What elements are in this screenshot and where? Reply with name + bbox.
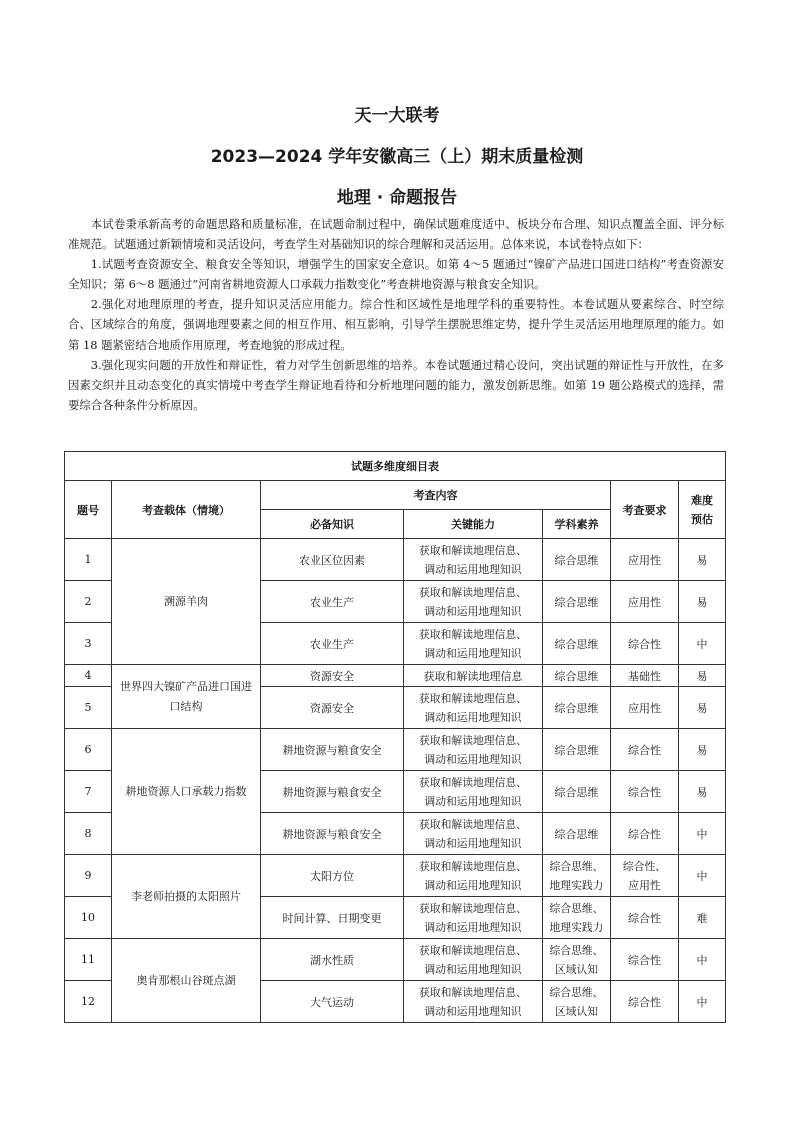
cell-literacy-line: 综合思维 — [554, 637, 599, 651]
cell-carrier — [112, 729, 261, 855]
cell-num — [65, 981, 112, 1023]
cell-num-line: 5 — [84, 701, 92, 714]
cell-num — [65, 855, 112, 897]
cell-literacy-line: 综合思维 — [554, 669, 599, 683]
cell-num-line: 9 — [84, 869, 92, 882]
cell-literacy-line: 综合思维、 — [549, 901, 604, 915]
cell-literacy-line: 区域认知 — [554, 1004, 599, 1018]
cell-ability-line: 获取和解读地理信息、 — [419, 817, 527, 831]
cell-ability-line: 调动和运用地理知识 — [424, 646, 522, 660]
header-requirement: 考查要求 — [611, 481, 679, 539]
cell-requirement-line: 综合性 — [628, 743, 661, 757]
cell-carrier-line: 李老师拍摄的太阳照片 — [131, 889, 241, 903]
cell-literacy-line: 综合思维 — [554, 701, 599, 715]
table-row — [65, 665, 726, 687]
cell-carrier — [112, 939, 261, 1023]
cell-literacy — [543, 771, 611, 813]
table-row — [65, 939, 726, 981]
cell-num-line: 10 — [81, 911, 95, 924]
cell-requirement — [611, 665, 679, 687]
cell-requirement-line: 综合性 — [628, 637, 661, 651]
cell-num-line: 4 — [84, 669, 92, 682]
cell-ability — [404, 539, 543, 581]
cell-ability-line: 调动和运用地理知识 — [424, 710, 522, 724]
cell-difficulty-line: 易 — [696, 701, 708, 715]
intro-paragraph: 本试卷秉承新高考的命题思路和质量标准，在试题命制过程中，确保试题难度适中、板块分布合理、知识点覆盖全面、评分标准规范。试题通过新颖情境和灵活设问，考查学生对基础知识的综合理解和灵活运用。总体来说，本试卷特点如下： — [68, 217, 724, 252]
table-body — [65, 539, 726, 1023]
cell-knowledge-line: 耕地资源与粮食安全 — [282, 785, 382, 799]
cell-requirement-line: 综合性 — [628, 827, 661, 841]
question-spec-table — [64, 451, 726, 1023]
table-caption: 试题多维度细目表 — [65, 452, 726, 481]
cell-requirement — [611, 771, 679, 813]
cell-carrier-line: 奥肯那根山谷斑点湖 — [136, 973, 236, 987]
cell-knowledge-line: 湖水性质 — [310, 953, 354, 967]
cell-carrier-line: 世界四大镍矿产品进口国进口结构 — [120, 679, 252, 713]
cell-ability — [404, 623, 543, 665]
cell-carrier-line: 溯源羊肉 — [164, 594, 208, 608]
cell-literacy-line: 综合思维 — [554, 553, 599, 567]
cell-ability-line: 获取和解读地理信息、 — [419, 901, 527, 915]
cell-knowledge-line: 耕地资源与粮食安全 — [282, 743, 382, 757]
cell-difficulty — [679, 771, 726, 813]
cell-knowledge-line: 农业生产 — [310, 595, 354, 609]
header-num: 题号 — [65, 481, 112, 539]
table-row — [65, 539, 726, 581]
cell-num-line: 11 — [81, 953, 95, 966]
cell-knowledge — [261, 581, 404, 623]
cell-ability — [404, 855, 543, 897]
cell-ability-line: 调动和运用地理知识 — [424, 604, 522, 618]
cell-requirement — [611, 813, 679, 855]
cell-literacy-line: 区域认知 — [554, 962, 599, 976]
cell-carrier-line: 耕地资源人口承载力指数 — [125, 784, 247, 798]
cell-ability-line: 获取和解读地理信息、 — [419, 985, 527, 999]
cell-num-line: 7 — [84, 785, 92, 798]
cell-ability-line: 调动和运用地理知识 — [424, 1004, 522, 1018]
cell-knowledge-line: 太阳方位 — [310, 869, 354, 883]
cell-difficulty — [679, 939, 726, 981]
cell-literacy — [543, 729, 611, 771]
cell-difficulty-line: 中 — [696, 869, 708, 883]
cell-ability-line: 调动和运用地理知识 — [424, 920, 522, 934]
cell-difficulty-line: 中 — [696, 995, 708, 1009]
cell-ability — [404, 687, 543, 729]
header-difficulty — [679, 481, 726, 539]
cell-ability-line: 调动和运用地理知识 — [424, 878, 522, 892]
cell-difficulty — [679, 855, 726, 897]
cell-difficulty — [679, 813, 726, 855]
cell-num — [65, 687, 112, 729]
cell-ability — [404, 729, 543, 771]
cell-num — [65, 665, 112, 687]
cell-knowledge-line: 大气运动 — [310, 995, 354, 1009]
cell-requirement — [611, 981, 679, 1023]
cell-num-line: 12 — [81, 995, 95, 1008]
report-header — [0, 100, 794, 215]
cell-ability — [404, 897, 543, 939]
cell-requirement-line: 综合性 — [628, 785, 661, 799]
cell-difficulty-line: 中 — [696, 953, 708, 967]
cell-ability — [404, 813, 543, 855]
table-row — [65, 729, 726, 771]
cell-literacy — [543, 665, 611, 687]
cell-requirement — [611, 897, 679, 939]
cell-knowledge — [261, 939, 404, 981]
cell-requirement-line: 应用性 — [628, 701, 661, 715]
cell-literacy — [543, 687, 611, 729]
cell-requirement-line: 综合性、 — [622, 859, 667, 873]
cell-knowledge-line: 资源安全 — [310, 669, 354, 683]
cell-difficulty — [679, 539, 726, 581]
cell-ability — [404, 665, 543, 687]
cell-num — [65, 771, 112, 813]
cell-knowledge — [261, 771, 404, 813]
cell-requirement — [611, 939, 679, 981]
intro-paragraph: 1.试题考查资源安全、粮食安全等知识，增强学生的国家安全意识。如第 4～5 题通过“镍矿产品进口国进口结构”考查资源安全知识；第 6～8 题通过“河南省耕地资源人口承载力指数变化”考查耕地资源与粮食安全知识。 — [68, 257, 724, 292]
exam-title: 2023—2024 学年安徽高三（上）期末质量检测 — [210, 147, 584, 167]
header-knowledge: 必备知识 — [261, 510, 404, 539]
exam-organizer-title: 天一大联考 — [354, 106, 440, 126]
cell-num-line: 8 — [84, 827, 92, 840]
cell-ability-line: 获取和解读地理信息、 — [419, 943, 527, 957]
cell-knowledge — [261, 623, 404, 665]
header-difficulty-line: 预估 — [691, 512, 714, 526]
cell-difficulty-line: 易 — [696, 553, 708, 567]
cell-ability-line: 调动和运用地理知识 — [424, 836, 522, 850]
cell-literacy — [543, 623, 611, 665]
cell-difficulty-line: 易 — [696, 669, 708, 683]
cell-literacy — [543, 539, 611, 581]
cell-ability-line: 获取和解读地理信息、 — [419, 733, 527, 747]
cell-knowledge — [261, 539, 404, 581]
cell-ability-line: 获取和解读地理信息、 — [419, 585, 527, 599]
cell-num — [65, 581, 112, 623]
cell-difficulty — [679, 729, 726, 771]
cell-literacy — [543, 813, 611, 855]
cell-knowledge — [261, 687, 404, 729]
cell-literacy-line: 地理实践力 — [549, 878, 604, 892]
cell-requirement — [611, 623, 679, 665]
intro-text — [68, 214, 724, 415]
cell-difficulty-line: 中 — [696, 827, 708, 841]
cell-num — [65, 939, 112, 981]
cell-ability-line: 调动和运用地理知识 — [424, 562, 522, 576]
header-literacy: 学科素养 — [543, 510, 611, 539]
report-title: 地理 · 命题报告 — [336, 188, 458, 208]
cell-knowledge — [261, 981, 404, 1023]
cell-requirement-line: 综合性 — [628, 995, 661, 1009]
cell-knowledge-line: 耕地资源与粮食安全 — [282, 827, 382, 841]
cell-knowledge — [261, 729, 404, 771]
header-difficulty-line: 难度 — [691, 493, 714, 507]
cell-requirement — [611, 855, 679, 897]
cell-difficulty-line: 易 — [696, 595, 708, 609]
cell-ability-line: 获取和解读地理信息、 — [419, 691, 527, 705]
cell-ability-line: 调动和运用地理知识 — [424, 962, 522, 976]
cell-difficulty — [679, 581, 726, 623]
cell-knowledge — [261, 897, 404, 939]
cell-literacy-line: 综合思维、 — [549, 985, 604, 999]
cell-carrier — [112, 539, 261, 665]
cell-literacy — [543, 939, 611, 981]
cell-knowledge — [261, 813, 404, 855]
cell-literacy-line: 综合思维 — [554, 785, 599, 799]
cell-requirement-line: 综合性 — [628, 953, 661, 967]
cell-requirement-line: 基础性 — [628, 669, 661, 683]
header-carrier: 考查载体（情境） — [112, 481, 261, 539]
cell-carrier — [112, 665, 261, 729]
cell-carrier — [112, 855, 261, 939]
cell-literacy — [543, 897, 611, 939]
cell-knowledge — [261, 855, 404, 897]
cell-difficulty — [679, 981, 726, 1023]
cell-num-line: 1 — [84, 553, 92, 566]
cell-literacy-line: 综合思维 — [554, 827, 599, 841]
cell-ability — [404, 981, 543, 1023]
cell-num — [65, 897, 112, 939]
cell-literacy — [543, 981, 611, 1023]
cell-ability-line: 获取和解读地理信息 — [423, 669, 523, 683]
table-row — [65, 855, 726, 897]
cell-difficulty-line: 易 — [696, 785, 708, 799]
cell-num — [65, 729, 112, 771]
cell-ability-line: 调动和运用地理知识 — [424, 752, 522, 766]
cell-num-line: 2 — [84, 595, 92, 608]
cell-num-line: 6 — [84, 743, 92, 756]
cell-knowledge-line: 资源安全 — [310, 701, 354, 715]
cell-requirement-line: 应用性 — [628, 595, 661, 609]
cell-requirement — [611, 539, 679, 581]
cell-difficulty — [679, 665, 726, 687]
cell-difficulty — [679, 623, 726, 665]
cell-requirement-line: 应用性 — [628, 553, 661, 567]
cell-ability-line: 获取和解读地理信息、 — [419, 543, 527, 557]
cell-ability — [404, 771, 543, 813]
cell-knowledge-line: 农业生产 — [310, 637, 354, 651]
cell-literacy — [543, 855, 611, 897]
cell-ability-line: 获取和解读地理信息、 — [419, 775, 527, 789]
cell-requirement — [611, 687, 679, 729]
cell-difficulty-line: 易 — [696, 743, 708, 757]
cell-num — [65, 623, 112, 665]
cell-requirement-line: 应用性 — [628, 878, 661, 892]
cell-requirement — [611, 581, 679, 623]
cell-difficulty — [679, 687, 726, 729]
cell-literacy — [543, 581, 611, 623]
cell-literacy-line: 地理实践力 — [549, 920, 604, 934]
intro-paragraph: 3.强化现实问题的开放性和辩证性，着力对学生创新思维的培养。本卷试题通过精心设问，突出试题的辩证性与开放性，在多因素交织并且动态变化的真实情境中考查学生辩证地看待和分析地理问题的能力，激发创新思维。如第 19 题公路模式的选择，需要综合各种条件分析原因。 — [68, 357, 724, 412]
cell-ability — [404, 939, 543, 981]
cell-ability-line: 获取和解读地理信息、 — [419, 859, 527, 873]
cell-literacy-line: 综合思维、 — [549, 943, 604, 957]
cell-difficulty-line: 难 — [696, 911, 708, 925]
cell-requirement-line: 综合性 — [628, 911, 661, 925]
cell-ability-line: 调动和运用地理知识 — [424, 794, 522, 808]
cell-requirement — [611, 729, 679, 771]
cell-difficulty — [679, 897, 726, 939]
cell-difficulty-line: 中 — [696, 637, 708, 651]
header-content: 考查内容 — [261, 481, 611, 510]
cell-knowledge — [261, 665, 404, 687]
cell-literacy-line: 综合思维 — [554, 595, 599, 609]
header-ability: 关键能力 — [404, 510, 543, 539]
cell-ability-line: 获取和解读地理信息、 — [419, 627, 527, 641]
cell-knowledge-line: 农业区位因素 — [299, 553, 365, 567]
cell-literacy-line: 综合思维 — [554, 743, 599, 757]
cell-num-line: 3 — [84, 637, 92, 650]
cell-num — [65, 539, 112, 581]
cell-ability — [404, 581, 543, 623]
cell-num — [65, 813, 112, 855]
intro-paragraph: 2.强化对地理原理的考查，提升知识灵活应用能力。综合性和区域性是地理学科的重要特性。本卷试题从要素综合、时空综合、区域综合的角度，强调地理要素之间的相互作用、相互影响，引导学生摆脱思维定势，提升学生灵活运用地理原理的能力。如第 18 题紧密结合地质作用原理，考查地貌的形成过程。 — [68, 297, 724, 352]
cell-literacy-line: 综合思维、 — [549, 859, 604, 873]
cell-knowledge-line: 时间计算、日期变更 — [282, 911, 382, 925]
